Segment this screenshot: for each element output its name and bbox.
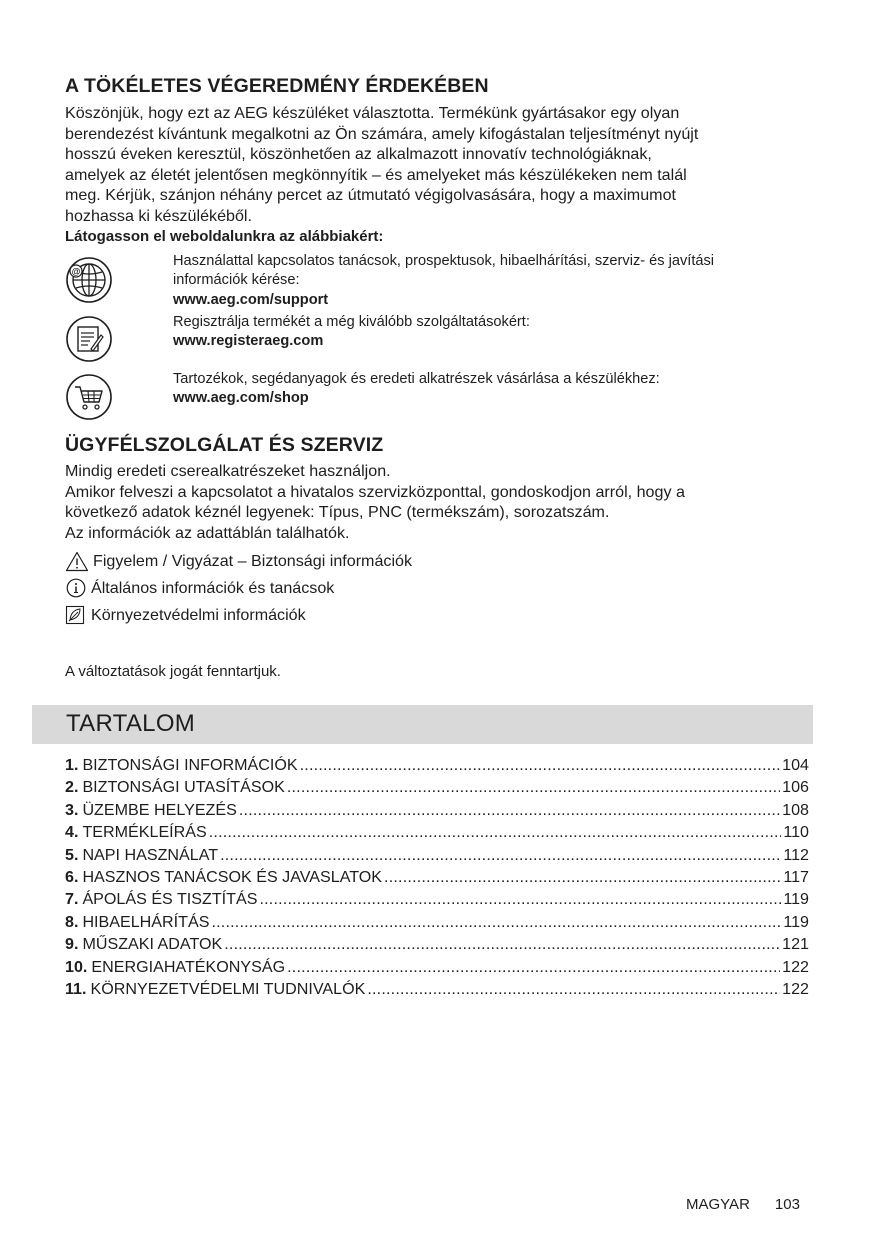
toc-entry-label: HASZNOS TANÁCSOK ÉS JAVASLATOK	[82, 867, 383, 886]
contact-text-register	[173, 313, 813, 352]
toc-entry-page: 110	[783, 823, 809, 842]
toc-leader-dots	[209, 823, 782, 842]
toc-leader-dots	[287, 778, 780, 797]
toc-entry[interactable]	[65, 868, 809, 890]
toc-entry-label: HIBAELHÁRÍTÁS	[82, 912, 210, 931]
toc-entry-number: 7.	[65, 890, 79, 909]
toc-leader-dots	[224, 935, 780, 954]
table-of-contents	[65, 756, 809, 1002]
toc-entry-number: 10.	[65, 957, 88, 976]
legend-info-text: Általános információk és tanácsok	[91, 579, 335, 597]
toc-leader-dots	[239, 801, 780, 820]
visit-label: Látogasson el weboldalunkra az alábbiakért:	[65, 227, 384, 245]
service-line: Mindig eredeti cserealkatrészeket használjon.	[65, 462, 391, 480]
contact-description: információk kérése:	[173, 272, 300, 289]
register-link[interactable]: www.registeraeg.com	[173, 333, 324, 350]
toc-entry-label: ÁPOLÁS ÉS TISZTÍTÁS	[82, 890, 258, 909]
toc-title: TARTALOM	[66, 710, 196, 737]
toc-entry-number: 8.	[65, 912, 79, 931]
toc-entry-label: BIZTONSÁGI UTASÍTÁSOK	[82, 778, 285, 797]
legend-info	[65, 577, 334, 599]
toc-entry-label: KÖRNYEZETVÉDELMI TUDNIVALÓK	[90, 979, 366, 998]
legend-environment	[65, 604, 306, 626]
toc-entry[interactable]	[65, 980, 809, 1002]
service-line: Az információk az adattáblán találhatók.	[65, 523, 350, 542]
toc-entry-page: 119	[783, 912, 809, 931]
toc-entry-page: 122	[782, 979, 809, 998]
legend-warning-text: Figyelem / Vigyázat – Biztonsági információk	[93, 552, 413, 570]
intro-line: meg. Kérjük, szánjon néhány percet az útmutató végigolvasására, hogy a maximumot	[65, 186, 676, 205]
shop-link[interactable]: www.aeg.com/shop	[173, 390, 309, 407]
toc-leader-dots	[211, 913, 781, 932]
toc-entry-page: 104	[782, 756, 809, 774]
toc-entry-label: ENERGIAHATÉKONYSÁG	[91, 957, 286, 976]
toc-leader-dots	[220, 846, 781, 865]
page-footer	[686, 1196, 800, 1213]
toc-entry[interactable]	[65, 846, 809, 868]
toc-entry[interactable]	[65, 913, 809, 935]
toc-entry-label: MŰSZAKI ADATOK	[82, 935, 223, 954]
contact-description: Használattal kapcsolatos tanácsok, prospektusok, hibaelhárítási, szerviz- és javítási	[173, 253, 715, 269]
toc-entry-number: 6.	[65, 867, 79, 886]
toc-entry-page: 106	[782, 778, 809, 797]
toc-entry-page: 108	[782, 800, 809, 819]
contact-description: Regisztrálja termékét a még kiválóbb szolgáltatásokért:	[173, 314, 530, 330]
contact-description: Tartozékok, segédanyagok és eredeti alkatrészek vásárlása a készülékhez:	[173, 371, 660, 387]
toc-entry-number: 1.	[65, 756, 79, 774]
intro-line: berendezést kívántunk megalkotni az Ön számára, amely kifogástalan teljesítményt nyújt	[65, 124, 699, 143]
toc-entry-page: 119	[783, 890, 809, 909]
intro-line: amelyek az életét jelentősen megkönnyítik – és amelyeket más készülékeken nem talál	[65, 165, 687, 184]
footer-page-number: 103	[774, 1196, 800, 1213]
toc-entry[interactable]	[65, 778, 809, 800]
toc-entry-label: BIZTONSÁGI INFORMÁCIÓK	[82, 756, 298, 774]
footer-language: MAGYAR	[686, 1196, 750, 1213]
leaf-icon	[65, 605, 87, 625]
globe-icon	[65, 256, 113, 304]
contact-text-support	[173, 252, 813, 310]
intro-line: hosszú éveken keresztül, köszönhetően az alkalmazott innovatív technológiáknak,	[65, 145, 652, 164]
service-paragraph	[65, 461, 815, 543]
toc-leader-dots	[367, 980, 780, 999]
intro-line: Köszönjük, hogy ezt az AEG készüléket választotta. Termékünk gyártásakor egy olyan	[65, 104, 680, 122]
toc-entry-label: NAPI HASZNÁLAT	[82, 845, 219, 864]
toc-entry-number: 9.	[65, 935, 79, 954]
toc-entry-page: 117	[783, 867, 809, 886]
toc-entry[interactable]	[65, 823, 809, 845]
toc-entry-number: 5.	[65, 845, 79, 864]
intro-paragraph	[65, 103, 815, 247]
toc-entry-number: 3.	[65, 800, 79, 819]
legend-warning	[65, 550, 412, 572]
info-icon	[65, 578, 87, 598]
toc-leader-dots	[384, 868, 781, 887]
toc-entry-page: 121	[782, 935, 809, 954]
toc-entry[interactable]	[65, 935, 809, 957]
legend-environment-text: Környezetvédelmi információk	[91, 606, 306, 624]
warning-icon	[65, 551, 89, 572]
toc-entry[interactable]	[65, 958, 809, 980]
svg-text:@: @	[71, 266, 81, 277]
intro-line: hozhassa ki készülékéből.	[65, 206, 252, 225]
toc-entry-number: 4.	[65, 823, 79, 842]
toc-entry[interactable]	[65, 756, 809, 778]
toc-entry-page: 112	[783, 845, 809, 864]
support-link[interactable]: www.aeg.com/support	[173, 291, 329, 308]
toc-entry-label: TERMÉKLEÍRÁS	[82, 823, 207, 842]
register-icon	[65, 315, 113, 363]
toc-leader-dots	[300, 756, 781, 775]
contact-text-shop	[173, 370, 813, 409]
toc-leader-dots	[259, 890, 781, 909]
rights-notice: A változtatások jogát fenntartjuk.	[65, 663, 281, 680]
section-heading-service: ÜGYFÉLSZOLGÁLAT ÉS SZERVIZ	[65, 434, 384, 456]
toc-entry-number: 2.	[65, 778, 79, 797]
toc-header-bar	[32, 705, 813, 744]
toc-entry-label: ÜZEMBE HELYEZÉS	[82, 800, 237, 819]
toc-entry[interactable]	[65, 890, 809, 912]
toc-entry-page: 122	[782, 957, 809, 976]
toc-entry-number: 11.	[65, 979, 87, 998]
cart-icon	[65, 373, 113, 421]
service-line: következő adatok kéznél legyenek: Típus, PNC (termékszám), sorozatszám.	[65, 503, 610, 522]
service-line: Amikor felveszi a kapcsolatot a hivatalos szervizközponttal, gondoskodjon arról, hogy a	[65, 482, 685, 501]
toc-entry[interactable]	[65, 801, 809, 823]
toc-leader-dots	[287, 958, 780, 977]
section-heading-intro: A TÖKÉLETES VÉGEREDMÉNY ÉRDEKÉBEN	[65, 75, 489, 97]
